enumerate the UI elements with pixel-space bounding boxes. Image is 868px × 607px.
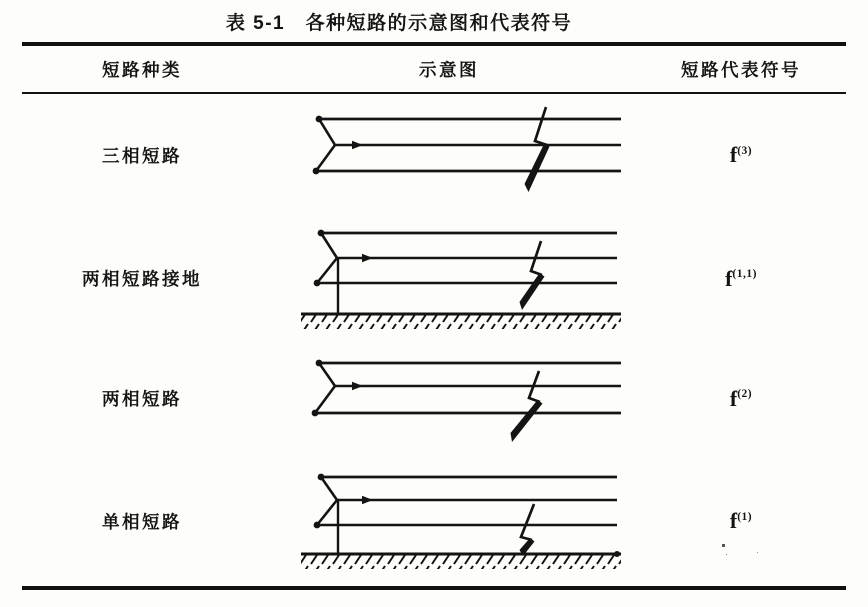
short-circuit-table <box>22 42 846 590</box>
source-icon <box>312 359 363 416</box>
symbol-superscript: (1,1) <box>732 268 757 281</box>
scan-speck <box>722 544 725 547</box>
fault-kind-label: 两相短路 <box>102 389 182 409</box>
table-row <box>22 456 846 586</box>
symbol-base: f <box>729 385 738 411</box>
lightning-fault-icon <box>520 241 545 310</box>
lightning-fault-icon <box>520 504 535 556</box>
single-phase-short-circuit-diagram <box>299 467 629 575</box>
table-row <box>22 94 846 216</box>
table-row <box>22 216 846 341</box>
two-phase-short-circuit-diagram <box>299 350 629 448</box>
ground-icon <box>301 551 621 569</box>
symbol-base: f <box>729 508 738 533</box>
ground-icon <box>301 314 621 329</box>
symbol-superscript: (2) <box>737 388 753 401</box>
table-bottom-rule <box>22 586 846 590</box>
fault-symbol <box>636 266 846 292</box>
fault-symbol <box>636 386 846 412</box>
symbol-base: f <box>725 265 733 291</box>
arrow-icon <box>352 141 363 149</box>
symbol-superscript: (3) <box>737 144 753 157</box>
fault-kind-label: 单相短路 <box>102 511 182 532</box>
table-row <box>22 341 846 456</box>
fault-diagram-cell <box>262 105 636 205</box>
fault-symbol <box>636 508 846 534</box>
symbol-superscript: (1) <box>737 510 753 523</box>
symbol-base: f <box>729 142 738 167</box>
table-header-row <box>22 46 846 92</box>
arrow-icon <box>362 253 373 261</box>
phase-lines <box>315 363 621 413</box>
header-symbol: 短路代表符号 <box>681 59 801 80</box>
lightning-fault-icon <box>511 371 543 442</box>
fault-kind-label: 两相短路接地 <box>82 269 202 289</box>
header-diagram: 示意图 <box>419 59 479 80</box>
three-phase-short-circuit-diagram <box>299 105 629 205</box>
header-fault-kind: 短路种类 <box>102 59 182 80</box>
fault-diagram-cell <box>262 350 636 448</box>
fault-diagram-cell <box>262 467 636 575</box>
arrow-icon <box>352 381 363 389</box>
table-title: 表 5-1 各种短路的示意图和代表符号 <box>225 13 573 34</box>
fault-kind-label: 三相短路 <box>102 145 182 166</box>
two-phase-to-ground-short-circuit-diagram <box>299 225 629 333</box>
fault-diagram-cell <box>262 225 636 333</box>
fault-symbol <box>636 142 846 168</box>
arrow-icon <box>362 496 373 504</box>
